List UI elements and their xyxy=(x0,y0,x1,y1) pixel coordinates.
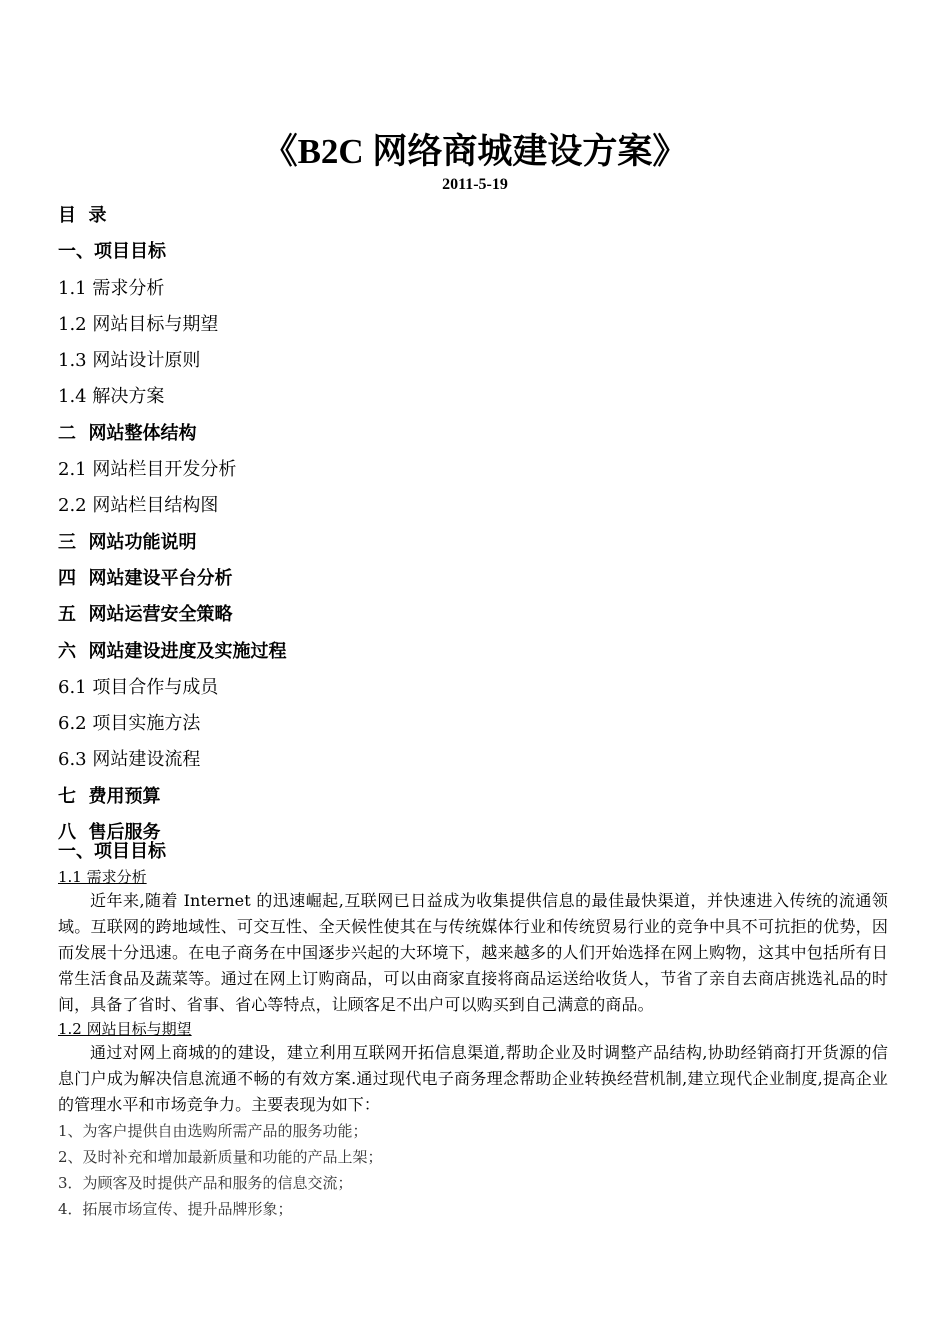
goal-list xyxy=(58,1118,888,1222)
document-body xyxy=(58,838,888,1222)
list-item: 4．拓展市场宣传、提升品牌形象； xyxy=(58,1200,293,1218)
list-item: 1、为客户提供自由选购所需产品的服务功能； xyxy=(58,1122,368,1140)
site-goals-paragraph: 通过对网上商城的的建设，建立利用互联网开拓信息渠道,帮助企业及时调整产品结构,协助经销商打开货源的信息门户成为解决信息流通不畅的有效方案.通过现代电子商务理念帮助企业转换经营机制,建立现代企业制度,提高企业的管理水平和市场竞争力。主要表现为如下： xyxy=(58,1043,888,1114)
toc-item: 一、项目目标 xyxy=(58,241,166,263)
toc-item: 2.2 网站栏目结构图 xyxy=(58,495,219,517)
table-of-contents xyxy=(58,198,888,851)
requirements-paragraph: 近年来,随着 Internet 的迅速崛起,互联网已日益成为收集提供信息的最佳最快渠道，并快速进入传统的流通领域。互联网的跨地域性、可交互性、全天候性使其在与传统媒体行业和传统贸易行业的竞争中具不可抗拒的优势，因而发展十分迅速。在电子商务在中国逐步兴起的大环境下，越来越多的人们开始选择在网上购物，这其中包括所有日常生活食品及蔬菜等。通过在网上订购商品，可以由商家直接将商品运送给收货人，节省了亲自去商店挑选礼品的时间，具备了省时、省事、省心等特点，让顾客足不出户可以购买到自己满意的商品。 xyxy=(58,891,888,1014)
toc-item: 1.4 解决方案 xyxy=(58,386,165,408)
document-date: 2011-5-19 xyxy=(442,176,508,193)
toc-item: 五 网站运营安全策略 xyxy=(58,604,233,626)
toc-item: 1.3 网站设计原则 xyxy=(58,350,201,372)
list-item: 2、及时补充和增加最新质量和功能的产品上架； xyxy=(58,1148,383,1166)
toc-items xyxy=(58,234,888,851)
toc-item: 二 网站整体结构 xyxy=(58,422,197,444)
section-heading-project-goals: 一、项目目标 xyxy=(58,841,166,862)
toc-item: 1.2 网站目标与期望 xyxy=(58,313,219,335)
subsection-heading-requirements: 1.1 需求分析 xyxy=(58,868,147,886)
toc-item: 6.1 项目合作与成员 xyxy=(58,676,219,698)
toc-item: 三 网站功能说明 xyxy=(58,531,197,553)
toc-item: 八 售后服务 xyxy=(58,822,161,844)
toc-heading: 目 录 xyxy=(58,205,107,226)
toc-item: 四 网站建设平台分析 xyxy=(58,567,233,589)
toc-item: 六 网站建设进度及实施过程 xyxy=(58,640,287,662)
list-item: 3．为顾客及时提供产品和服务的信息交流； xyxy=(58,1174,353,1192)
toc-item: 七 费用预算 xyxy=(58,785,161,807)
document-title: 《B2C 网络商城建设方案》 xyxy=(262,132,688,171)
toc-item: 2.1 网站栏目开发分析 xyxy=(58,459,237,481)
toc-item: 6.2 项目实施方法 xyxy=(58,713,201,735)
toc-item: 6.3 网站建设流程 xyxy=(58,749,201,771)
subsection-heading-site-goals: 1.2 网站目标与期望 xyxy=(58,1020,192,1038)
toc-item: 1.1 需求分析 xyxy=(58,277,165,299)
